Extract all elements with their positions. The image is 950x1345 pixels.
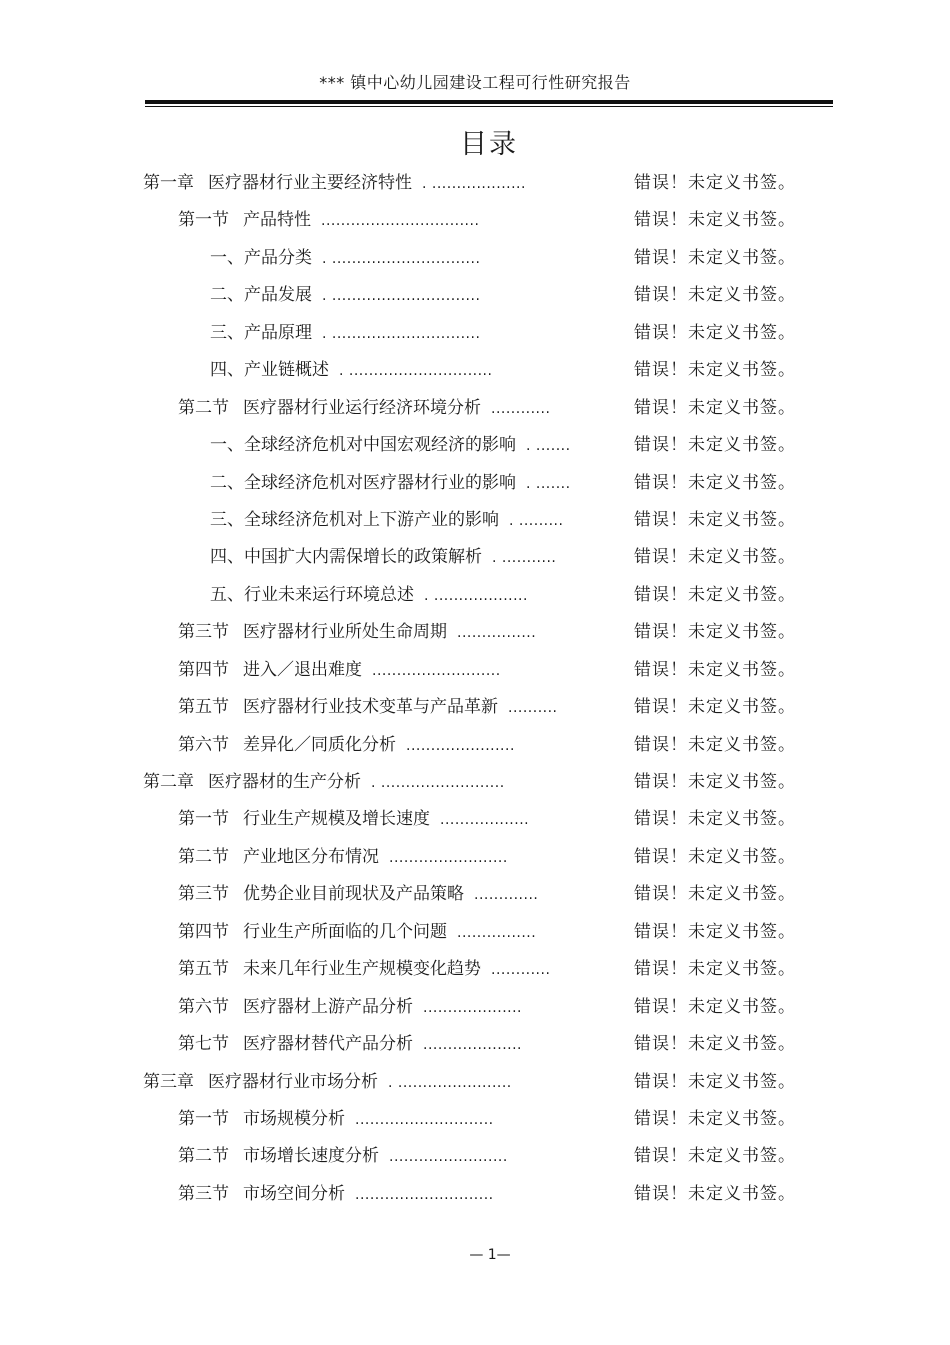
toc-entry-label [143, 1064, 512, 1102]
toc-leader-dots: ............ [491, 962, 551, 979]
toc-page-ref: 错误！未定义书签。 [634, 734, 796, 755]
toc-entry-text: 产品发展 [244, 285, 312, 306]
toc-leader-dots: . .............................. [322, 288, 481, 305]
toc-entry-label [178, 1026, 522, 1064]
toc-entry-number: 四、 [210, 547, 244, 568]
toc-entry-text: 医疗器材行业运行经济环境分析 [243, 397, 481, 418]
toc-entry[interactable] [0, 652, 950, 689]
toc-page-ref: 错误！未定义书签。 [634, 360, 796, 381]
toc-entry-text: 医疗器材行业技术变革与产品革新 [243, 697, 498, 718]
toc-page-ref: 错误！未定义书签。 [634, 921, 796, 942]
toc-entry[interactable] [0, 1138, 950, 1175]
toc-leader-dots: .......... [508, 700, 558, 717]
toc-page-ref: 错误！未定义书签。 [634, 1146, 796, 1167]
toc-entry-text: 行业生产规模及增长速度 [243, 809, 430, 830]
toc-entry[interactable] [0, 689, 950, 726]
toc-entry-label [178, 1101, 494, 1139]
toc-page-ref: 错误！未定义书签。 [634, 846, 796, 867]
toc-entry-label [210, 315, 480, 353]
toc-page-ref: 错误！未定义书签。 [634, 173, 796, 193]
toc-entry-text: 全球经济危机对上下游产业的影响 [244, 509, 499, 530]
toc-entry-number: 第五节 [178, 959, 229, 980]
toc-entry-number: 第三章 [143, 1071, 194, 1092]
toc-entry-label [178, 876, 538, 914]
toc-page-ref: 错误！未定义书签。 [634, 659, 796, 680]
toc-leader-dots: .................... [423, 1037, 523, 1054]
toc-entry[interactable] [0, 951, 950, 988]
toc-entry[interactable] [0, 839, 950, 876]
toc-entry-number: 五、 [210, 584, 244, 605]
toc-entry-number: 第四节 [178, 921, 229, 942]
toc-entry-number: 第二节 [178, 846, 229, 867]
toc-page-ref: 错误！未定义书签。 [634, 472, 796, 493]
toc-entry-label [210, 240, 480, 278]
toc-entry-text: 中国扩大内需保增长的政策解析 [244, 547, 482, 568]
toc-entry-number: 第二节 [178, 1146, 229, 1167]
toc-entry-label [178, 989, 522, 1027]
toc-leader-dots: ............ [491, 400, 551, 417]
toc-entry-text: 市场规模分析 [243, 1108, 345, 1129]
toc-entry-number: 第一节 [178, 1108, 229, 1129]
toc-leader-dots: . ....................... [388, 1074, 512, 1091]
toc-entry-number: 第六节 [178, 734, 229, 755]
toc-entry-number: 三、 [210, 322, 244, 343]
toc-entry[interactable] [0, 577, 950, 614]
toc-entry[interactable] [0, 202, 950, 239]
toc-entry-text: 优势企业目前现状及产品策略 [243, 884, 464, 905]
toc-page-ref: 错误！未定义书签。 [634, 772, 796, 792]
toc-entry-number: 第四节 [178, 659, 229, 680]
toc-leader-dots: ................................ [321, 213, 480, 230]
toc-entry-label [210, 352, 492, 390]
toc-entry-label [178, 727, 515, 765]
toc-entry-number: 第七节 [178, 1034, 229, 1055]
toc-entry[interactable] [0, 1101, 950, 1138]
toc-entry-number: 第三节 [178, 622, 229, 643]
toc-entry-label [178, 202, 479, 240]
toc-leader-dots: . ............................. [339, 363, 493, 380]
toc-entry-label [178, 839, 508, 877]
toc-leader-dots: .................... [423, 999, 523, 1016]
toc-entry-label [210, 427, 571, 465]
toc-entry-number: 第二节 [178, 397, 229, 418]
toc-entry-number: 第五节 [178, 697, 229, 718]
toc-entry-text: 产品特性 [243, 210, 311, 231]
toc-entry[interactable] [0, 277, 950, 314]
toc-leader-dots: ............. [474, 887, 539, 904]
toc-entry[interactable] [0, 390, 950, 427]
toc-entry-number: 第一节 [178, 809, 229, 830]
toc-entry-text: 差异化／同质化分析 [243, 734, 396, 755]
toc-page-ref: 错误！未定义书签。 [634, 584, 796, 605]
toc-entry[interactable] [0, 240, 950, 277]
toc-entry-number: 四、 [210, 360, 244, 381]
toc-entry-number: 一、 [210, 435, 244, 456]
toc-page-ref: 错误！未定义书签。 [634, 622, 796, 643]
toc-entry[interactable] [0, 989, 950, 1026]
toc-page-ref: 错误！未定义书签。 [634, 884, 796, 905]
toc-title: 目录 [460, 129, 518, 160]
header-rule-thick [145, 100, 833, 104]
toc-entry-number: 二、 [210, 472, 244, 493]
toc-entry[interactable] [0, 465, 950, 502]
running-header: *** 镇中心幼儿园建设工程可行性研究报告 [319, 73, 631, 92]
toc-entry-label [178, 914, 536, 952]
toc-leader-dots: . .............................. [322, 325, 481, 342]
toc-entry-number: 第一节 [178, 210, 229, 231]
toc-entry-text: 行业未来运行环境总述 [244, 584, 414, 605]
toc-entry-number: 二、 [210, 285, 244, 306]
toc-leader-dots: . ......... [509, 512, 564, 529]
table-of-contents [0, 165, 950, 1213]
toc-entry-number: 第三节 [178, 1183, 229, 1204]
toc-page-ref: 错误！未定义书签。 [634, 285, 796, 306]
toc-entry[interactable] [0, 1064, 950, 1101]
toc-page-ref: 错误！未定义书签。 [634, 547, 796, 568]
toc-page-ref: 错误！未定义书签。 [634, 996, 796, 1017]
toc-leader-dots: ................ [457, 924, 537, 941]
toc-entry-text: 全球经济危机对中国宏观经济的影响 [244, 435, 516, 456]
toc-page-ref: 错误！未定义书签。 [634, 509, 796, 530]
toc-entry[interactable] [0, 1176, 950, 1213]
page-number: — 1— [469, 1247, 511, 1263]
toc-page-ref: 错误！未定义书签。 [634, 247, 796, 268]
toc-entry-number: 第一章 [143, 173, 194, 193]
toc-entry[interactable] [0, 165, 950, 202]
toc-entry-text: 产业链概述 [244, 360, 329, 381]
toc-entry-label [210, 465, 571, 503]
toc-page-ref: 错误！未定义书签。 [634, 1108, 796, 1129]
toc-leader-dots: . .............................. [322, 250, 481, 267]
toc-entry[interactable] [0, 502, 950, 539]
toc-leader-dots: .................. [440, 812, 530, 829]
toc-page-ref: 错误！未定义书签。 [634, 697, 796, 718]
toc-entry-text: 市场空间分析 [243, 1183, 345, 1204]
toc-entry-label [210, 539, 556, 577]
toc-entry-number: 第二章 [143, 772, 194, 792]
toc-entry-label [178, 951, 550, 989]
toc-entry-text: 市场增长速度分析 [243, 1146, 379, 1167]
toc-page-ref: 错误！未定义书签。 [634, 1034, 796, 1055]
toc-entry-text: 全球经济危机对医疗器材行业的影响 [244, 472, 516, 493]
toc-entry-text: 进入／退出难度 [243, 659, 362, 680]
toc-leader-dots: .......................... [372, 662, 501, 679]
toc-entry-text: 产业地区分布情况 [243, 846, 379, 867]
toc-leader-dots: . ......................... [371, 775, 505, 791]
toc-leader-dots: . ....... [526, 475, 571, 492]
toc-entry-label [178, 689, 558, 727]
toc-entry[interactable] [0, 764, 950, 801]
toc-leader-dots: ............................ [355, 1186, 494, 1203]
toc-page-ref: 错误！未定义书签。 [634, 809, 796, 830]
toc-entry-number: 一、 [210, 247, 244, 268]
toc-entry[interactable] [0, 614, 950, 651]
toc-entry-label [178, 652, 501, 690]
toc-entry-number: 三、 [210, 509, 244, 530]
toc-leader-dots: . ........... [492, 550, 557, 567]
toc-entry-label [210, 277, 480, 315]
toc-entry-number: 第六节 [178, 996, 229, 1017]
toc-leader-dots: ............................ [355, 1111, 494, 1128]
toc-entry-label [178, 1176, 494, 1214]
toc-entry-text: 行业生产所面临的几个问题 [243, 921, 447, 942]
toc-page-ref: 错误！未定义书签。 [634, 435, 796, 456]
toc-entry-label [210, 577, 528, 615]
toc-page-ref: 错误！未定义书签。 [634, 322, 796, 343]
toc-entry-text: 产品原理 [244, 322, 312, 343]
toc-entry-label [178, 801, 529, 839]
toc-entry-label [210, 502, 563, 540]
toc-entry[interactable] [0, 914, 950, 951]
toc-entry-text: 医疗器材行业所处生命周期 [243, 622, 447, 643]
toc-page-ref: 错误！未定义书签。 [634, 1183, 796, 1204]
toc-entry-label [178, 390, 550, 428]
toc-entry-label [178, 1138, 508, 1176]
toc-entry[interactable] [0, 1026, 950, 1063]
toc-entry-text: 医疗器材行业主要经济特性 [208, 173, 412, 193]
toc-entry-text: 医疗器材上游产品分析 [243, 996, 413, 1017]
toc-entry-label [143, 764, 505, 802]
toc-entry-text: 未来几年行业生产规模变化趋势 [243, 959, 481, 980]
toc-leader-dots: ........................ [389, 849, 508, 866]
toc-entry[interactable] [0, 876, 950, 913]
toc-page-ref: 错误！未定义书签。 [634, 210, 796, 231]
toc-entry[interactable] [0, 801, 950, 838]
toc-leader-dots: ................ [457, 625, 537, 642]
toc-page-ref: 错误！未定义书签。 [634, 959, 796, 980]
toc-entry[interactable] [0, 727, 950, 764]
toc-entry-text: 医疗器材的生产分析 [208, 772, 361, 792]
toc-entry-label [178, 614, 536, 652]
toc-leader-dots: ........................ [389, 1149, 508, 1166]
toc-page-ref: 错误！未定义书签。 [634, 1071, 796, 1092]
toc-entry-text: 医疗器材替代产品分析 [243, 1034, 413, 1055]
header-rule-thin [145, 106, 833, 107]
toc-leader-dots: ...................... [406, 737, 515, 754]
toc-entry-text: 医疗器材行业市场分析 [208, 1071, 378, 1092]
toc-leader-dots: . ................... [422, 176, 526, 192]
toc-leader-dots: . ....... [526, 438, 571, 455]
toc-entry[interactable] [0, 315, 950, 352]
toc-entry[interactable] [0, 427, 950, 464]
toc-entry[interactable] [0, 352, 950, 389]
toc-leader-dots: . ................... [424, 587, 528, 604]
toc-entry-label [143, 165, 526, 203]
toc-entry-text: 产品分类 [244, 247, 312, 268]
toc-entry[interactable] [0, 539, 950, 576]
toc-entry-number: 第三节 [178, 884, 229, 905]
toc-page-ref: 错误！未定义书签。 [634, 397, 796, 418]
